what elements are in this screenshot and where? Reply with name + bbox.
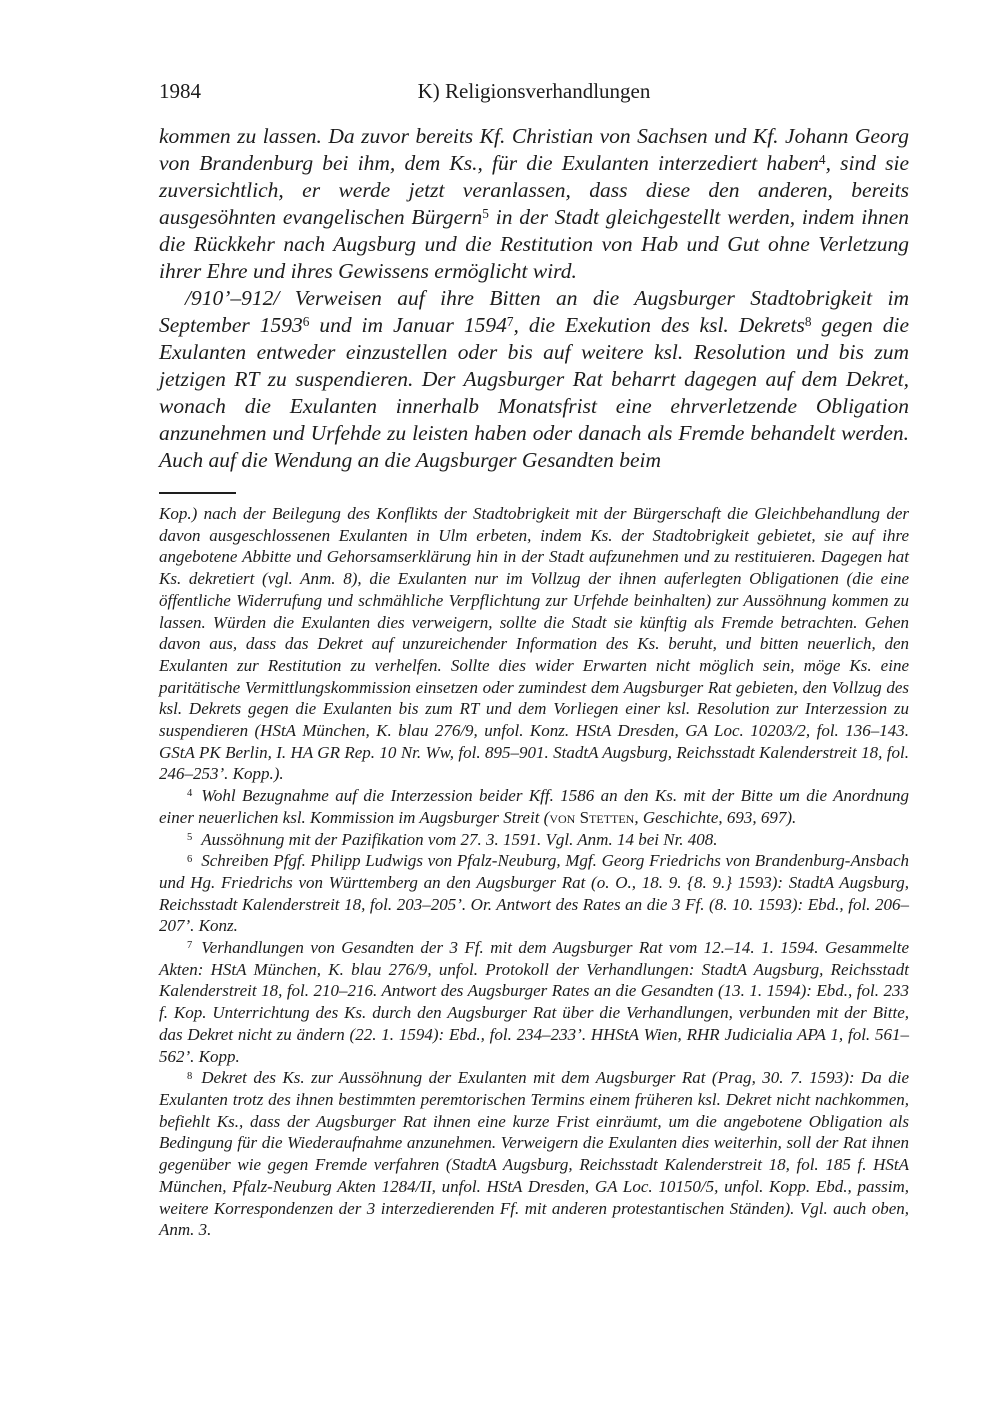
footnote-marker-4: 4 [187,788,193,800]
running-head [159,78,909,104]
footnote-8 [159,1067,909,1241]
footnote-ref-5: 5 [482,206,489,222]
running-title: K) Religionsverhandlungen [417,79,651,103]
footnote-continuation [159,503,909,785]
body-paragraph-2 [159,285,909,474]
footnote-text: Verhandlungen von Gesandten der 3 Ff. mit dem Augsburger Rat vom 12.–14. 1. 1594. Gesammelte Akten: HStA München, K. blau 276/9, unfol. Protokoll der Verhandlungen: StadtA Augsburg, Reichsstadt Kalenderstreit 18, fol. 210–216. Antwort des Augsburger Rates an die Gesandten (13. 1. 1594): Ebd., fol. 233 f. Kop. Unterrichtung des Ks. durch den Augsburger Rat über die Verhandlungen, verbunden mit der Bitte, das Dekret nicht zu ändern (22. 1. 1594): Ebd., fol. 234–233’. HHStA Wien, RHR Judicialia APA 1, fol. 561–562’. Kopp. [159,938,909,1066]
footnote-ref-4: 4 [818,152,826,168]
footnote-5 [159,829,909,851]
footnote-ref-8: 8 [804,314,812,330]
body-text: und im Januar 1594 [309,313,507,337]
footnote-text: Dekret des Ks. zur Aussöhnung der Exulanten mit dem Augsburger Rat (Prag, 30. 7. 1593): Da die Exulanten trotz des ihnen bestimmten peremtorischen Termins einem früheren ksl. Dekret nicht nachkommen, befiehlt Ks., dass der Augsburger Rat ihnen eine kurze Frist einräumt, um die angebotene Obligation als Bedingung für die Wiederaufnahme anzunehmen. Verweigern die Exulanten dies weiterhin, soll der Rat ihnen gegenüber wie gegen Fremde verfahren (StadtA Augsburg, Reichsstadt Kalenderstreit 18, fol. 185 f. HStA München, Pfalz-Neuburg Akten 1284/II, unfol. HStA Dresden, GA Loc. 10150/5, unfol. Kopp. Ebd., passim, weitere Korrespondenzen der 3 interzedierenden Ff. mit anderen protestantischen Ständen). Vgl. auch oben, Anm. 3. [159,1068,909,1240]
footnote-text: Kop.) nach der Beilegung des Konflikts der Stadtobrigkeit mit der Bürgerschaft die Gleichbehandlung der davon ausgeschlossenen Exulanten in Ulm erbeten, indem Ks. der Stadtobrigkeit gebietet, sie auf ihre angebotene Abbitte und Gehorsamserklärung hin in der Stadt aufzunehmen und zu restituieren. Dagegen hat Ks. dekretiert (vgl. Anm. 8), die Exulanten nur im Vollzug der ihnen auferlegten Obligationen (die eine öffentliche Widerrufung und schmähliche Verpflichtung zur Urfehde beinhalten) zur Aussöhnung kommen zu lassen. Würden die Exulanten dies verweigern, sollte die Stadt sie künftig als Fremde betrachten. Gehen davon aus, dass das Dekret auf unzureichender Information des Ks. beruht, und bitten neuerlich, den Exulanten zur Restitution zu verhelfen. Sollte dies wider Erwarten nicht möglich sein, möge Ks. eine paritätische Vermittlungskommission einsetzen oder zumindest dem Augsburger Rat gebieten, den Vollzug des ksl. Dekrets gegen die Exulanten bis zum RT und dem Vorliegen einer ksl. Resolution zur Interzession zu suspendieren (HStA München, K. blau 276/9, unfol. Konz. HStA Dresden, GA Loc. 10203/2, fol. 136–143. GStA PK Berlin, I. HA GR Rep. 10 Nr. Ww, fol. 895–901. StadtA Augsburg, Reichsstadt Kalenderstreit 18, fol. 246–253’. Kopp.). [159,504,909,784]
footnote-6 [159,850,909,937]
footnote-ref-6: 6 [302,314,310,330]
body-paragraph-1 [159,123,909,285]
footnote-text: Schreiben Pfgf. Philipp Ludwigs von Pfalz-Neuburg, Mgf. Georg Friedrichs von Brandenburg-Ansbach und Hg. Friedrichs von Württemberg an den Augsburger Rat (o. O., 18. 9. {8. 9.} 1593): StadtA Augsburg, Reichsstadt Kalenderstreit 18, fol. 203–205’. Or. Antwort des Rates an die 3 Ff. (8. 10. 1593): Ebd., fol. 206–207’. Konz. [159,851,909,936]
footnote-7 [159,937,909,1067]
footnote-block [159,503,909,1241]
body-text: , die Exekution des ksl. Dekrets [513,313,805,337]
page-number: 1984 [159,79,201,103]
footnote-text: Aussöhnung mit der Pazifikation vom 27. 3. 1591. Vgl. Anm. 14 bei Nr. 408. [201,829,718,849]
footnote-separator-rule [159,492,236,494]
footnote-marker-7: 7 [187,940,193,952]
body-text: kommen zu lassen. Da zuvor bereits Kf. Christian von Sachsen und Kf. Johann Georg von Brandenburg bei ihm, dem Ks., für die Exulanten interzediert haben [159,124,909,175]
main-text [159,123,909,474]
footnote-marker-8: 8 [187,1070,193,1082]
author-name-smallcaps: von Stetten [549,807,635,827]
body-text: in der Stadt gleichgestellt werden, indem ihnen die Rückkehr nach Augsburg und die Restitution von Hab und Gut ohne Verletzung ihrer Ehre und ihres Gewissens ermöglicht wird. [159,205,909,283]
page-content [159,78,909,1241]
body-text: gegen die Exulanten entweder einzustellen oder bis auf weitere ksl. Resolution und bis zum jetzigen RT zu suspendieren. Der Augsburger Rat beharrt dagegen auf dem Dekret, wonach die Exulanten innerhalb Monatsfrist eine ehrverletzende Obligation anzunehmen und Urfehde zu leisten haben oder danach als Fremde behandelt werden. Auch auf die Wendung an die Augsburger Gesandten beim [159,313,909,472]
footnote-text: Wohl Bezugnahme auf die Interzession beider Kff. 1586 an den Ks. mit der Bitte um die Anordnung einer neuerlichen ksl. Kommission im Augsburger Streit ( [159,786,909,827]
footnote-4 [159,785,909,828]
body-text: , sind sie zuversichtlich, er werde jetzt veranlassen, dass diese den anderen, bereits ausgesöhnten evangelischen Bürgern [159,151,909,229]
footnote-marker-5: 5 [187,831,193,843]
body-text: /910’–912/ Verweisen auf ihre Bitten an die Augsburger Stadtobrigkeit im September 1593 [159,286,909,337]
footnote-text: , Geschichte, 693, 697). [634,807,797,827]
footnote-marker-6: 6 [187,853,193,865]
footnote-ref-7: 7 [506,314,514,330]
